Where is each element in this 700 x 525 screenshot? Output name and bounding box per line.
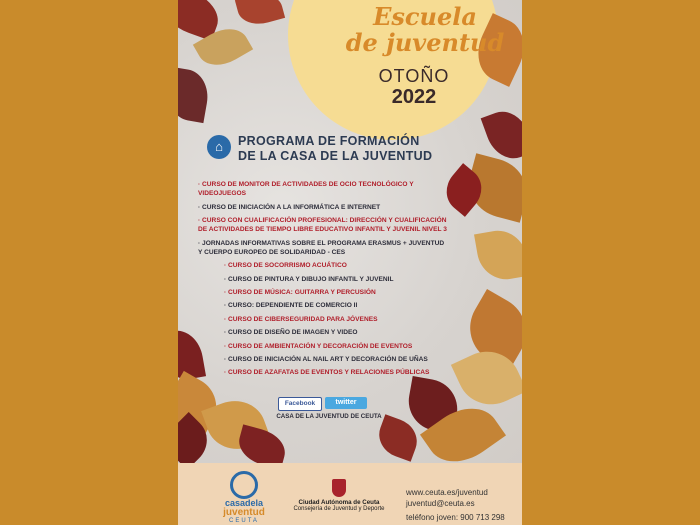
- program-title-line-2: DE LA CASA DE LA JUVENTUD: [238, 149, 433, 163]
- contact-info: [406, 487, 505, 523]
- logo-text-2: juventud: [223, 507, 265, 518]
- course-list: [198, 180, 448, 378]
- facebook-badge[interactable]: [278, 397, 322, 411]
- course-item: · CURSO DE MONITOR DE ACTIVIDADES DE OCIO TECNOLÓGICO Y VIDEOJUEGOS: [198, 181, 414, 198]
- casa-juventud-logo: [216, 471, 272, 524]
- social-caption: CASA DE LA JUVENTUD DE CEUTA: [276, 413, 382, 420]
- course-item: · CURSO DE PINTURA Y DIBUJO INFANTIL Y JUVENIL: [224, 275, 394, 283]
- course-item: · JORNADAS INFORMATIVAS SOBRE EL PROGRAMA ERASMUS + JUVENTUD: [198, 239, 445, 247]
- poster: [178, 0, 522, 525]
- org-dept: Consejería de Juventud y Deporte: [293, 506, 385, 512]
- facebook-label: Facebook: [284, 400, 316, 407]
- logo-text-1: casadela: [224, 498, 264, 508]
- logo-text-3: CEUTA: [229, 518, 259, 524]
- contact-email[interactable]: juventud@ceuta.es: [406, 499, 475, 508]
- leaf-decoration: [474, 226, 522, 284]
- twitter-label: twitter: [335, 399, 357, 406]
- poster-title: [330, 4, 520, 56]
- course-item: · CURSO DE DISEÑO DE IMAGEN Y VIDEO: [224, 329, 358, 337]
- leaf-decoration: [373, 414, 423, 462]
- contact-url[interactable]: www.ceuta.es/juventud: [406, 488, 488, 497]
- contact-phone: teléfono joven: 900 713 298: [406, 513, 505, 522]
- course-item: · CURSO CON CUALIFICACIÓN PROFESIONAL: DIRECCIÓN Y CUALIFICACIÓN: [198, 216, 447, 224]
- course-item: · CURSO DE AZAFATAS DE EVENTOS Y RELACIONES PÚBLICAS: [224, 369, 430, 377]
- ceuta-crest-icon: [332, 479, 346, 497]
- leaf-decoration: [178, 67, 212, 123]
- course-item: · CURSO DE INICIACIÓN A LA INFORMÁTICA E INTERNET: [198, 203, 381, 211]
- ciudad-ceuta-block: [284, 479, 394, 512]
- course-item: · CURSO DE INICIACIÓN AL NAIL ART Y DECORACIÓN DE UÑAS: [224, 355, 428, 363]
- course-item: · CURSO DE MÚSICA: GUITARRA Y PERCUSIÓN: [224, 288, 376, 296]
- casa-juventud-icon: ⌂: [207, 135, 231, 159]
- title-line-1: Escuela: [373, 2, 477, 31]
- season-label: OTOÑO: [378, 66, 450, 86]
- title-line-2: de juventud: [345, 28, 505, 57]
- year-label: 2022: [391, 86, 437, 108]
- program-title-line-1: PROGRAMA DE FORMACIÓN: [238, 134, 420, 148]
- course-item: · CURSO DE CIBERSEGURIDAD PARA JÓVENES: [224, 315, 378, 323]
- org-name: Ciudad Autónoma de Ceuta: [298, 499, 380, 506]
- program-title: [238, 134, 438, 164]
- course-item: Y CUERPO EUROPEO DE SOLIDARIDAD - CES: [198, 248, 346, 256]
- course-item: · CURSO: DEPENDIENTE DE COMERCIO II: [224, 302, 358, 310]
- leaf-decoration: [235, 0, 285, 29]
- course-item: · CURSO DE SOCORRISMO ACUÁTICO: [224, 262, 347, 270]
- course-item: DE ACTIVIDADES DE TIEMPO LIBRE EDUCATIVO INFANTIL Y JUVENIL NIVEL 3: [198, 226, 447, 234]
- twitter-badge[interactable]: [325, 397, 367, 409]
- casa-logo-ring-icon: [230, 471, 258, 499]
- course-item: · CURSO DE AMBIENTACIÓN Y DECORACIÓN DE EVENTOS: [224, 342, 413, 350]
- footer: [178, 463, 522, 525]
